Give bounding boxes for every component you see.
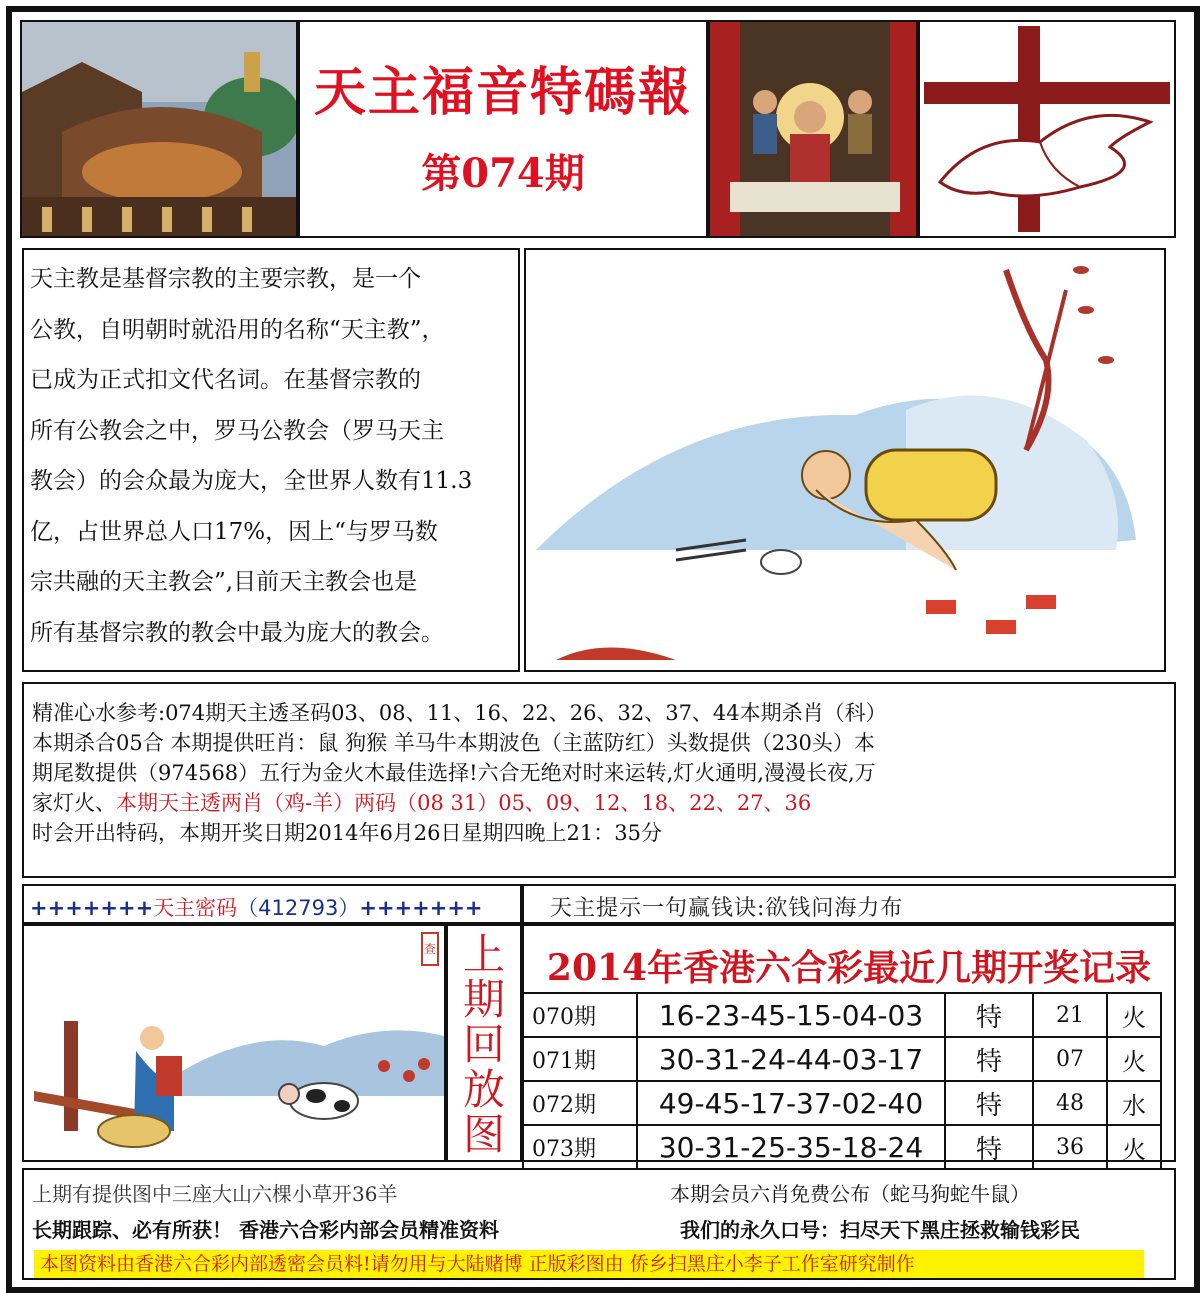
intro-paragraph bbox=[30, 254, 514, 658]
results-table bbox=[522, 992, 1162, 1170]
cross-dove-icon bbox=[920, 22, 1174, 236]
last-supper-illustration bbox=[710, 22, 918, 238]
numbers-cell: 16-23-45-15-04-03 bbox=[637, 993, 945, 1037]
intro-line: 已成为正式扣文代名词。在基督宗教的 bbox=[30, 367, 421, 393]
sleeping-man-illustration bbox=[526, 250, 1164, 670]
table-row bbox=[523, 1037, 1161, 1081]
replay-char: 放 bbox=[462, 1065, 505, 1114]
intro-line: 教会）的会众最为庞大，全世界人数有11.3 bbox=[30, 468, 473, 494]
intro-line: 所有基督宗教的教会中最为庞大的教会。 bbox=[30, 619, 444, 646]
numbers-cell: 49-45-17-37-02-40 bbox=[637, 1081, 945, 1125]
secret-code-line bbox=[30, 892, 520, 922]
hint-text: 天主提示一句赢钱诀:欲钱问海力布 bbox=[550, 896, 904, 921]
sleeping-man-illustration-box bbox=[524, 248, 1166, 672]
tips-box bbox=[22, 682, 1176, 878]
special-cell: 48 bbox=[1033, 1081, 1107, 1125]
replay-char: 期 bbox=[462, 975, 505, 1024]
numbers-cell: 30-31-24-44-03-17 bbox=[637, 1037, 945, 1081]
tips-line-5: 时会开出特码，本期开奖日期2014年6月26日星期四晚上21：35分 bbox=[32, 821, 662, 845]
secret-code-box bbox=[22, 884, 522, 924]
footer-box bbox=[22, 1168, 1176, 1280]
replay-illustration bbox=[24, 926, 444, 1160]
element-cell: 水 bbox=[1107, 1081, 1161, 1125]
page-title: 天主福音特碼報 bbox=[313, 62, 692, 123]
te-cell: 特 bbox=[945, 1125, 1033, 1169]
footer-banner: 本图资料由香港六合彩内部透密会员料!请勿用与大陆赌博 正版彩图由 侨乡扫黑庄小李子工作室研究制作 bbox=[34, 1250, 1144, 1278]
te-cell: 特 bbox=[945, 993, 1033, 1037]
tips-line-3: 期尾数提供（974568）五行为金火木最佳选择!六合无绝对时来运转,灯火通明,漫漫长夜,万 bbox=[32, 761, 876, 785]
replay-char: 图 bbox=[462, 1110, 505, 1159]
issue-cell: 073期 bbox=[523, 1125, 637, 1169]
element-cell: 火 bbox=[1107, 1125, 1161, 1169]
table-row bbox=[523, 993, 1161, 1037]
issue-cell: 072期 bbox=[523, 1081, 637, 1125]
tips-line-4 bbox=[32, 788, 1170, 818]
intro-line: 公教，自明朝时就沿用的名称“天主教”， bbox=[30, 316, 445, 343]
hint-box bbox=[522, 884, 1176, 924]
header-title-box bbox=[298, 20, 708, 238]
issue-cell: 070期 bbox=[523, 993, 637, 1037]
special-cell: 07 bbox=[1033, 1037, 1107, 1081]
header-photo-supper bbox=[708, 20, 918, 238]
element-cell: 火 bbox=[1107, 993, 1161, 1037]
special-cell: 21 bbox=[1033, 993, 1107, 1037]
tips-text bbox=[32, 698, 1170, 848]
replay-label-box bbox=[446, 924, 522, 1162]
issue-cell: 071期 bbox=[523, 1037, 637, 1081]
special-cell: 36 bbox=[1033, 1125, 1107, 1169]
intro-line: 所有公教会之中，罗马公教会（罗马天主 bbox=[30, 417, 444, 444]
replay-char: 上 bbox=[462, 930, 505, 979]
numbers-cell: 30-31-25-35-18-24 bbox=[637, 1125, 945, 1169]
stamp-icon: 查 bbox=[421, 932, 439, 966]
header-photo-church bbox=[20, 20, 298, 238]
intro-line: 亿，占世界总人口17%，因上“与罗马数 bbox=[30, 518, 438, 545]
secret-code-suffix: +++++++ bbox=[359, 896, 483, 920]
footer-left-1: 上期有提供图中三座大山六棵小草开36羊 bbox=[32, 1182, 398, 1206]
results-box bbox=[522, 924, 1176, 1165]
footer-right-1: 本期会员六肖免费公布（蛇马狗蛇牛鼠） bbox=[670, 1182, 1030, 1206]
secret-code-value: （412793） bbox=[237, 896, 360, 920]
footer-left-2: 长期跟踪、必有所获！ 香港六合彩内部会员精准资料 bbox=[32, 1218, 499, 1242]
table-row bbox=[523, 1125, 1161, 1169]
intro-line: 天主教是基督宗教的主要宗教，是一个 bbox=[30, 266, 421, 292]
tips-line-2: 本期杀合05合 本期提供旺肖：鼠 狗猴 羊马牛本期波色（主蓝防红）头数提供（230头）本 bbox=[32, 731, 875, 755]
replay-label bbox=[448, 932, 520, 1157]
te-cell: 特 bbox=[945, 1037, 1033, 1081]
tips-line-4-black: 家灯火、 bbox=[32, 791, 116, 815]
intro-line: 宗共融的天主教会”,目前天主教会也是 bbox=[30, 569, 418, 595]
tips-line-1: 精准心水参考:074期天主透圣码03、08、11、16、22、26、32、37、44本期杀肖（科） bbox=[32, 701, 887, 725]
element-cell: 火 bbox=[1107, 1037, 1161, 1081]
replay-char: 回 bbox=[462, 1020, 505, 1069]
header-cross-box bbox=[918, 20, 1176, 238]
intro-text-box bbox=[22, 248, 520, 672]
church-illustration bbox=[22, 22, 298, 238]
results-title: 2014年香港六合彩最近几期开奖记录 bbox=[546, 947, 1152, 989]
tips-line-4-highlight: 本期天主透两肖（鸡-羊）两码（08 31）05、09、12、18、22、27、36 bbox=[116, 791, 812, 815]
table-row bbox=[523, 1081, 1161, 1125]
secret-code-label: 天主密码 bbox=[153, 896, 238, 920]
secret-code-prefix: +++++++ bbox=[30, 896, 154, 920]
footer-right-2: 我们的永久口号：扫尽天下黑庄拯救输钱彩民 bbox=[680, 1218, 1080, 1242]
replay-image-box bbox=[22, 924, 446, 1162]
issue-number: 第074期 bbox=[421, 150, 585, 197]
te-cell: 特 bbox=[945, 1081, 1033, 1125]
